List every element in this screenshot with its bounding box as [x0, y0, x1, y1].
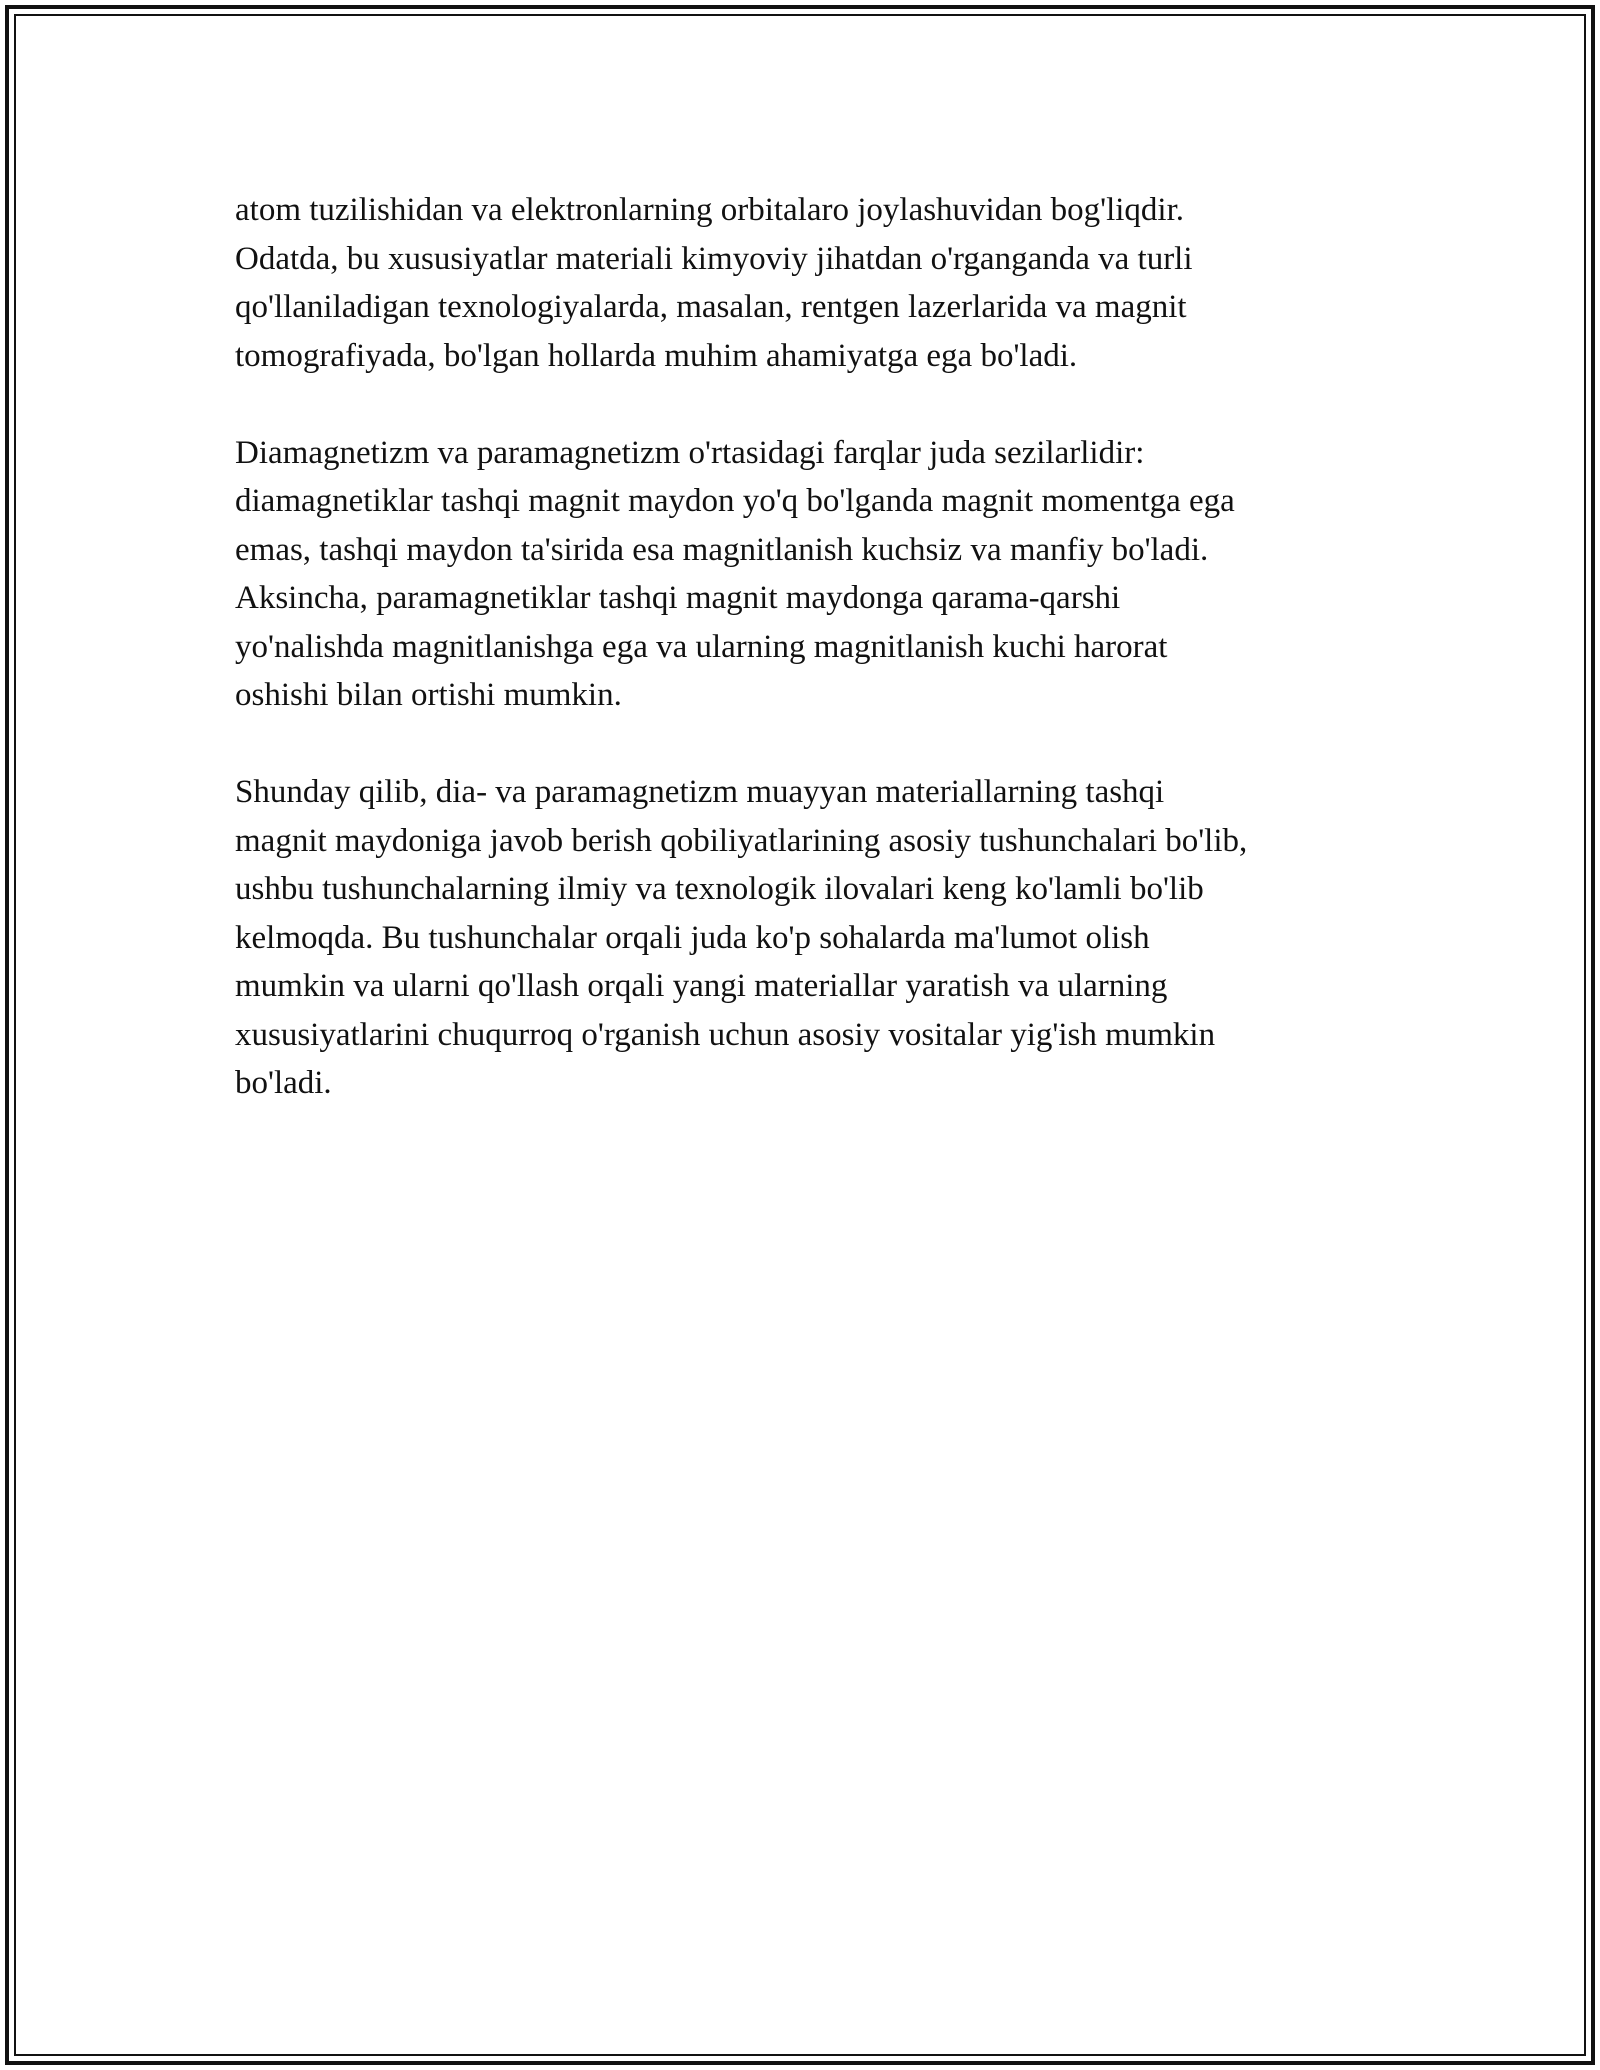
text-line: mumkin va ularni qo'llash orqali yangi materiallar yaratish va ularning: [235, 968, 1168, 1004]
text-line: atom tuzilishidan va elektronlarning orbitalaro joylashuvidan bog'liqdir.: [235, 192, 1184, 228]
text-line: Shunday qilib, dia- va paramagnetizm muayyan materiallarning tashqi: [235, 774, 1165, 810]
text-line: xususiyatlarini chuqurroq o'rganish uchun asosiy vositalar yig'ish mumkin: [235, 1016, 1216, 1053]
paragraph-2: [235, 429, 1385, 720]
document-body: [235, 186, 1385, 1156]
text-line: Diamagnetizm va paramagnetizm o'rtasidagi farqlar juda sezilarlidir:: [235, 434, 1145, 471]
paragraph-3: [235, 768, 1385, 1108]
text-line: ushbu tushunchalarning ilmiy va texnologik ilovalari keng ko'lamli bo'lib: [235, 871, 1204, 907]
text-line: magnit maydoniga javob berish qobiliyatlarining asosiy tushunchalari bo'lib,: [235, 822, 1248, 859]
text-line: emas, tashqi maydon ta'sirida esa magnitlanish kuchsiz va manfiy bo'ladi.: [235, 531, 1209, 568]
text-line: diamagnetiklar tashqi magnit maydon yo'q bo'lganda magnit momentga ega: [235, 483, 1235, 519]
paragraph-1: [235, 186, 1385, 380]
text-line: bo'ladi.: [235, 1065, 332, 1101]
text-line: qo'llaniladigan texnologiyalarda, masalan, rentgen lazerlarida va magnit: [235, 289, 1187, 325]
text-line: Odatda, bu xususiyatlar materiali kimyoviy jihatdan o'rganganda va turli: [235, 240, 1193, 277]
text-line: oshishi bilan ortishi mumkin.: [235, 677, 622, 713]
text-line: Aksincha, paramagnetiklar tashqi magnit maydonga qarama-qarshi: [235, 580, 1121, 616]
text-line: yo'nalishda magnitlanishga ega va ularning magnitlanish kuchi harorat: [235, 628, 1168, 665]
text-line: tomografiyada, bo'lgan hollarda muhim ahamiyatga ega bo'ladi.: [235, 337, 1078, 374]
text-line: kelmoqda. Bu tushunchalar orqali juda ko'p sohalarda ma'lumot olish: [235, 919, 1150, 956]
